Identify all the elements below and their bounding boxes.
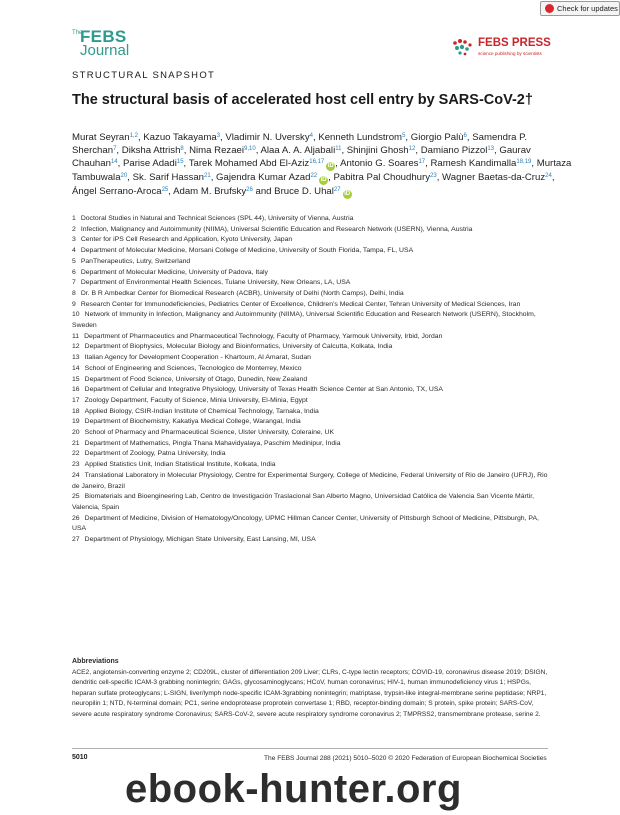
author-separator: , <box>220 132 226 143</box>
affiliation-text: Department of Cellular and Integrative Physiology, University of Texas Health Science Center at San Antonio, TX, USA <box>84 386 443 394</box>
author-affiliation-ref[interactable]: 14 <box>110 159 118 165</box>
affiliation-number: 27 <box>72 536 80 544</box>
affiliation-item <box>72 353 552 364</box>
author-separator: , <box>168 186 174 197</box>
author-affiliation-ref[interactable]: 17 <box>418 159 426 165</box>
affiliation-text: Zoology Department, Faculty of Science, Minia University, El-Minia, Egypt <box>84 396 308 404</box>
orcid-icon[interactable]: iD <box>344 191 351 197</box>
author-name: Gaurav Chauhan <box>72 145 531 169</box>
affiliation-item <box>72 407 552 418</box>
author <box>123 158 189 169</box>
author-affiliation-ref[interactable]: 8 <box>180 146 184 152</box>
affiliation-item <box>72 332 552 343</box>
affiliation-text: School of Engineering and Sciences, Tecnologico de Monterrey, Mexico <box>84 364 302 372</box>
author-name: Tarek Mohamed Abd El-Aziz <box>188 158 310 169</box>
author <box>431 158 537 169</box>
affiliation-item <box>72 300 552 311</box>
author-affiliation-ref[interactable]: 26 <box>246 187 253 193</box>
author-name: Ángel Serrano-Aroca <box>72 186 162 197</box>
author-separator: , <box>415 145 421 156</box>
affiliation-number: 23 <box>72 461 80 469</box>
affiliation-number: 24 <box>72 471 80 479</box>
affiliation-text: Department of Food Science, University of Otago, Dunedin, New Zealand <box>84 375 308 383</box>
author-name: Diksha Attrish <box>121 145 181 156</box>
author-name: Ramesh Kandimalla <box>430 158 517 169</box>
logo-the: The <box>72 30 83 36</box>
affiliation-item <box>72 375 552 386</box>
author-affiliation-ref[interactable]: 4 <box>309 133 313 139</box>
author-name: Kenneth Lundstrom <box>318 132 403 143</box>
febs-press-dots-icon <box>451 37 475 57</box>
author-separator: , <box>127 172 133 183</box>
author-affiliation-ref[interactable]: 13 <box>487 146 495 152</box>
article-title: The structural basis of accelerated host cell entry by SARS-CoV-2† <box>72 92 533 108</box>
author <box>122 145 189 156</box>
author-separator: , <box>137 132 144 143</box>
author-name: Murtaza Tambuwala <box>72 158 572 183</box>
affiliation-item <box>72 396 552 407</box>
author-name: Alaa A. A. Aljabali <box>260 145 336 156</box>
affiliation-item <box>72 278 552 289</box>
author <box>72 186 173 197</box>
affiliation-number: 1 <box>72 215 76 222</box>
affiliation-number: 9 <box>72 300 76 308</box>
affiliation-text: Biomaterials and Bioengineering Lab, Centro de Investigación Traslacional San Alberto Magno, Universidad Católica de Valencia San Vicente Mártir, Valencia, Spain <box>72 493 535 511</box>
affiliation-number: 16 <box>72 386 80 394</box>
affiliation-number: 4 <box>72 247 76 255</box>
affiliation-text: Department of Molecular Medicine, Morsani College of Medicine, University of South Florida, Tampa, FL, USA <box>80 247 414 255</box>
author <box>421 145 500 156</box>
author-affiliation-ref[interactable]: 12 <box>408 146 416 152</box>
author-name: Murat Seyran <box>72 132 130 143</box>
affiliation-number: 14 <box>72 364 80 372</box>
affiliation-number: 10 <box>72 311 80 319</box>
affiliation-number: 15 <box>72 375 80 383</box>
author <box>216 172 333 183</box>
press-name: FEBS PRESS <box>478 37 551 49</box>
affiliation-text: PanTherapeutics, Lutry, Switzerland <box>80 257 191 265</box>
abbreviations-text: ACE2, angiotensin-converting enzyme 2; CD209L, cluster of differentiation 209 Liver; CLRs, C-type lectin receptors; COVID-19, coronavirus disease 2019; DSIGN, dendritic cell-specific ICAM-3 grabbing nonintegrin; GAGs, glycosaminoglycans; HCoV, human coronavirus; HIV-1, human immunodeficiency virus 1; HSPGs, heparan sulfate proteoglycans; L-SIGN, liver/lymph node-specific ICAM-3grabbing nonintegrin; matriptase, trypsin-like integral-membrane serine peptidase; NRP1, neuropilin 1; NTD, N-terminal domain; PC1, serine endoprotease proprotein convertase 1; RBD, receptor-binding domain; S protein, spike protein; SARS-CoV, severe acute respiratory syndrome Coronavirus; SARS-CoV-2, severe acute respiratory syndrome coronavirus 2; TMPRSS2, transmembrane protease, serine 2. <box>72 668 548 718</box>
affiliation-number: 25 <box>72 493 80 501</box>
author-affiliation-ref[interactable]: 16,17 <box>309 159 325 165</box>
affiliation-number: 7 <box>72 279 76 287</box>
affiliation-number: 11 <box>72 332 80 340</box>
affiliation-number: 12 <box>72 343 80 351</box>
author-affiliation-ref[interactable]: 22 <box>310 173 318 179</box>
affiliation-text: Dr. B R Ambedkar Center for Biomedical Research (ACBR), University of Delhi (North Camps), Delhi, India <box>80 289 404 297</box>
affiliation-number: 8 <box>72 289 76 297</box>
affiliation-item <box>72 535 552 546</box>
affiliation-item <box>72 257 552 268</box>
author-separator: , <box>255 145 261 156</box>
author-list <box>72 131 572 199</box>
orcid-icon[interactable]: iD <box>320 177 327 183</box>
affiliation-item <box>72 289 552 300</box>
check-for-updates-button[interactable] <box>540 1 620 16</box>
author-separator: , <box>436 172 443 183</box>
author-name: Adam M. Brufsky <box>173 186 247 197</box>
author-separator: , <box>405 132 411 143</box>
author-separator: , <box>328 172 334 183</box>
author <box>225 132 318 143</box>
affiliation-text: Department of Medicine, Division of Hematology/Oncology, UPMC Hillman Cancer Center, University of Pittsburgh School of Medicine, Pittsburgh, PA, USA <box>72 514 539 533</box>
author-separator: , <box>183 158 189 169</box>
abbreviations-section <box>72 657 550 721</box>
author-separator: , <box>466 132 473 143</box>
author-separator: , <box>551 172 555 183</box>
author-name: Giorgio Palù <box>410 132 464 143</box>
author <box>318 132 410 143</box>
author-separator: , <box>312 132 319 143</box>
affiliation-item <box>72 460 552 471</box>
author-separator: , <box>116 145 122 156</box>
author-name: Sk. Sarif Hassan <box>132 172 205 183</box>
author-name: Bruce D. Uhal <box>274 186 334 197</box>
author-affiliation-ref[interactable]: 23 <box>430 173 437 179</box>
affiliation-item <box>72 417 552 428</box>
author-separator: and <box>252 186 275 197</box>
affiliation-text: Department of Pharmaceutics and Pharmaceutical Technology, Faculty of Pharmacy, Yarmouk University, Irbid, Jordan <box>84 332 443 340</box>
author-affiliation-ref[interactable]: 6 <box>463 133 467 139</box>
affiliation-item <box>72 428 552 439</box>
author-name: Nima Rezaei <box>189 145 245 156</box>
affiliation-number: 26 <box>72 514 80 522</box>
affiliation-text: Translational Laboratory in Molecular Physiology, Centre for Experimental Surgery, College of Medicine, Federal University of Rio de Janeiro (UFRJ), Rio de Janeiro, Brazil <box>72 471 548 490</box>
author <box>442 172 554 183</box>
affiliation-item <box>72 364 552 375</box>
author-separator: , <box>341 145 347 156</box>
author-name: Pabitra Pal Choudhury <box>333 172 431 183</box>
affiliation-text: Infection, Malignancy and Autoimmunity (NIIMA), Universal Scientific Education and Research Network (USERN), Vienna, Austria <box>80 225 473 233</box>
logo-febs: FEBS <box>80 27 127 46</box>
affiliation-item <box>72 225 552 236</box>
affiliation-text: Department of Physiology, Michigan State University, East Lansing, MI, USA <box>84 536 316 544</box>
author <box>347 145 421 156</box>
author-affiliation-ref[interactable]: 25 <box>161 187 169 193</box>
author-name: Antonio G. Soares <box>340 158 419 169</box>
affiliation-item <box>72 492 552 513</box>
author <box>189 145 260 156</box>
press-tagline: science publishing by scientists <box>478 51 542 56</box>
author-affiliation-ref[interactable]: 24 <box>545 173 552 179</box>
affiliation-text: Italian Agency for Development Cooperation - Khartoum, Al Amarat, Sudan <box>84 354 311 362</box>
affiliation-number: 21 <box>72 439 80 447</box>
affiliation-number: 20 <box>72 429 80 437</box>
affiliation-number: 6 <box>72 268 76 276</box>
author-affiliation-ref[interactable]: 11 <box>335 146 342 152</box>
update-badge-icon <box>545 4 554 13</box>
author <box>72 132 143 143</box>
affiliation-number: 17 <box>72 396 80 404</box>
affiliation-number: 5 <box>72 257 76 265</box>
footer-divider <box>72 748 548 749</box>
author-affiliation-ref[interactable]: 21 <box>204 173 211 179</box>
affiliation-item <box>72 449 552 460</box>
author <box>189 158 340 169</box>
author-name: Kazuo Takayama <box>143 132 217 143</box>
author-separator: , <box>210 172 217 183</box>
author <box>333 172 442 183</box>
author-separator: , <box>425 158 431 169</box>
affiliation-number: 13 <box>72 354 80 362</box>
author <box>274 186 351 197</box>
affiliation-number: 22 <box>72 450 80 458</box>
affiliation-list <box>72 214 552 546</box>
affiliation-item <box>72 310 552 331</box>
author <box>173 186 274 197</box>
author-affiliation-ref[interactable]: 5 <box>402 133 406 139</box>
author-name: Vladimir N. Uversky <box>225 132 310 143</box>
affiliation-item <box>72 514 552 535</box>
affiliation-text: School of Pharmacy and Pharmaceutical Science, Ulster University, Coleraine, UK <box>84 429 335 437</box>
affiliation-text: Department of Zoology, Patna University, India <box>84 450 226 458</box>
author-name: Parise Adadi <box>122 158 177 169</box>
logo-journal: Journal <box>80 42 130 59</box>
affiliation-text: Department of Environmental Health Sciences, Tulane University, New Orleans, LA, USA <box>80 279 351 287</box>
check-for-updates-label: Check for updates <box>557 4 618 13</box>
author <box>133 172 216 183</box>
affiliation-number: 19 <box>72 418 80 426</box>
affiliation-text: Department of Mathematics, Pingla Thana Mahavidyalaya, Paschim Medinipur, India <box>84 439 341 447</box>
affiliation-item <box>72 214 552 225</box>
affiliation-number: 18 <box>72 407 80 415</box>
affiliation-text: Network of Immunity in Infection, Malignancy and Autoimmunity (NIIMA), Universal Scientific Education and Research Network (USERN), Stockholm, Sweden <box>72 311 536 330</box>
author-affiliation-ref[interactable]: 20 <box>120 173 128 179</box>
author-affiliation-ref[interactable]: 15 <box>176 159 184 165</box>
page-number: 5010 <box>72 754 88 761</box>
author-name: Samendra P. Sherchan <box>72 132 527 156</box>
author <box>261 145 347 156</box>
author-name: Damiano Pizzol <box>420 145 488 156</box>
author-name: Wagner Baetas-da-Cruz <box>442 172 546 183</box>
author-name: Shinjini Ghosh <box>346 145 409 156</box>
author <box>143 132 225 143</box>
affiliation-text: Doctoral Studies in Natural and Technical Sciences (SPL 44), University of Vienna, Austria <box>80 215 354 222</box>
author-separator: , <box>494 145 500 156</box>
affiliation-text: Applied Biology, CSIR-Indian Institute of Chemical Technology, Tarnaka, India <box>84 407 319 415</box>
author <box>411 132 472 143</box>
affiliation-text: Applied Statistics Unit, Indian Statistical Institute, Kolkata, India <box>84 461 276 469</box>
affiliation-text: Department of Biochemistry, Kakatiya Medical College, Warangal, India <box>84 418 301 426</box>
abbreviations-heading: Abbreviations <box>72 658 119 665</box>
affiliation-item <box>72 268 552 279</box>
affiliation-text: Department of Molecular Medicine, University of Padova, Italy <box>80 268 268 276</box>
journal-citation: The FEBS Journal 288 (2021) 5010–5020 © 2020 Federation of European Biochemical Societies <box>264 755 547 762</box>
orcid-icon[interactable]: iD <box>327 163 334 169</box>
article-type-label: STRUCTURAL SNAPSHOT <box>72 70 216 81</box>
author-separator: , <box>531 158 537 169</box>
affiliation-item <box>72 342 552 353</box>
author-separator: , <box>335 158 341 169</box>
author-affiliation-ref[interactable]: 27 <box>333 187 341 193</box>
affiliation-number: 3 <box>72 236 76 244</box>
affiliation-text: Center for iPS Cell Research and Application, Kyoto University, Japan <box>80 236 293 244</box>
author-affiliation-ref[interactable]: 1,2 <box>129 133 138 139</box>
author-affiliation-ref[interactable]: 7 <box>113 146 117 152</box>
affiliation-number: 2 <box>72 225 76 233</box>
affiliation-item <box>72 439 552 450</box>
author <box>340 158 430 169</box>
affiliation-text: Department of Biophysics, Molecular Biology and Bioinformatics, University of Calcutta, Kolkata, India <box>84 343 393 351</box>
affiliation-text: Research Center for Immunodeficiencies, Pediatrics Center of Excellence, Children’s Medical Center, Tehran University of Medical Sciences, Iran <box>80 300 521 308</box>
affiliation-item <box>72 246 552 257</box>
affiliation-item <box>72 385 552 396</box>
author-name: Gajendra Kumar Azad <box>216 172 311 183</box>
author-affiliation-ref[interactable]: 3 <box>216 133 221 139</box>
affiliation-item <box>72 235 552 246</box>
author-separator: , <box>117 158 123 169</box>
author-affiliation-ref[interactable]: 9,10 <box>244 146 256 152</box>
affiliation-item <box>72 471 552 492</box>
watermark: ebook-hunter.org <box>125 767 462 811</box>
author-affiliation-ref[interactable]: 18,19 <box>516 159 532 165</box>
author-separator: , <box>183 145 190 156</box>
